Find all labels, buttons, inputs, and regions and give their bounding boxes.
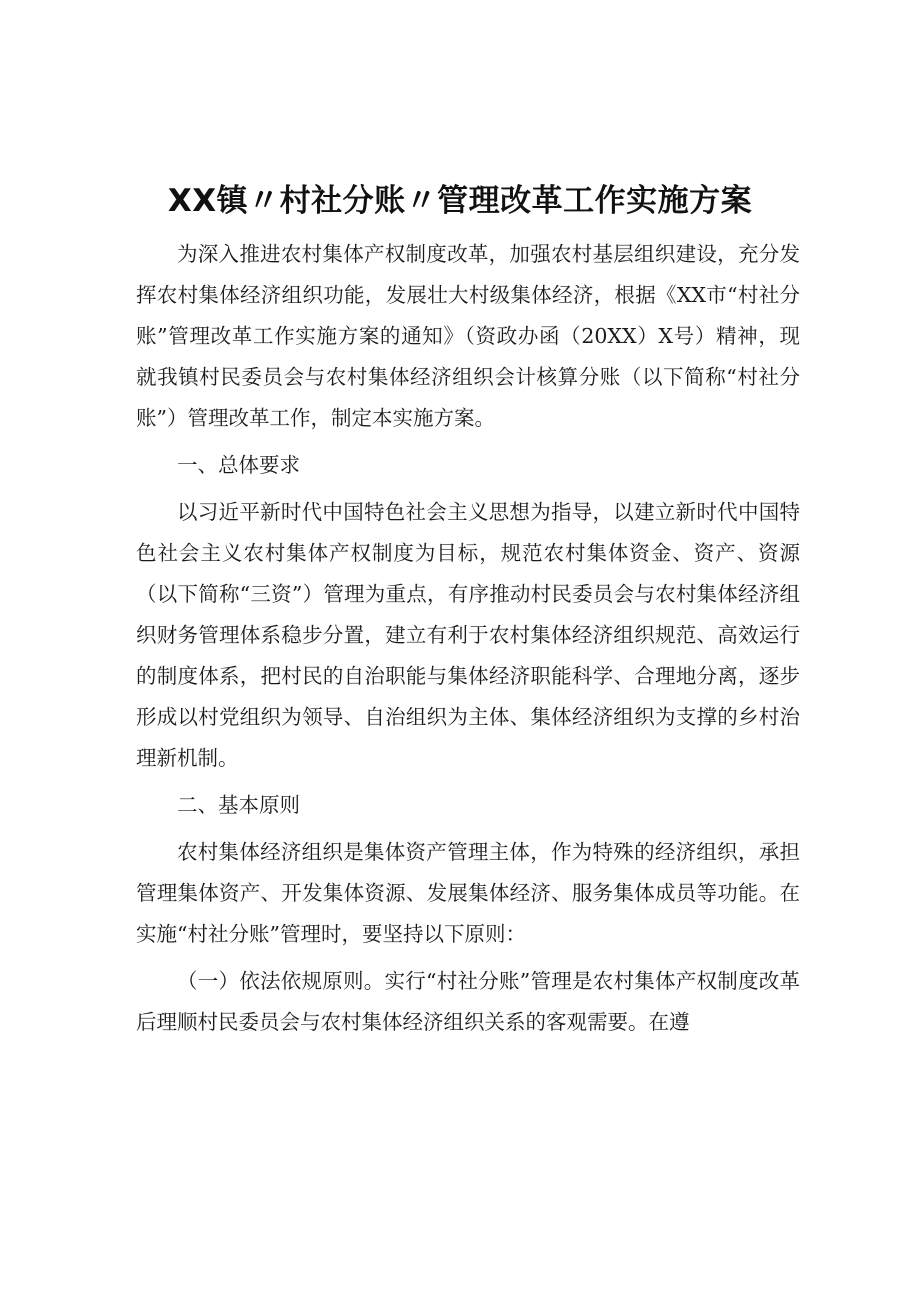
document-body xyxy=(136,210,800,1043)
intro-paragraph: 为深入推进农村集体产权制度改革，加强农村基层组织建设，充分发挥农村集体经济组织功能，发展壮大村级集体经济，根据《XX市“村社分账”管理改革工作实施方案的通知》（资政办函（20XX）X号）精神，现就我镇村民委员会与农村集体经济组织会计核算分账（以下简称“村社分账”）管理改革工作，制定本实施方案。 xyxy=(136,242,800,430)
document-title: XX镇〃村社分账〃管理改革工作实施方案 xyxy=(167,183,753,219)
basic-principles-paragraph: 农村集体经济组织是集体资产管理主体，作为特殊的经济组织，承担管理集体资产、开发集体资源、发展集体经济、服务集体成员等功能。在实施“村社分账”管理时，要坚持以下原则： xyxy=(136,840,800,946)
section-heading-general-requirements: 一、总体要求 xyxy=(177,453,300,477)
section-heading-basic-principles: 二、基本原则 xyxy=(177,793,300,817)
general-requirements-paragraph: 以习近平新时代中国特色社会主义思想为指导，以建立新时代中国特色社会主义农村集体产权制度为目标，规范农村集体资金、资产、资源（以下简称“三资”）管理为重点，有序推动村民委员会与农村集体经济组织财务管理体系稳步分置，建立有利于农村集体经济组织规范、高效运行的制度体系，把村民的自治职能与集体经济职能科学、合理地分离，逐步形成以村党组织为领导、自治组织为主体、集体经济组织为支撑的乡村治理新机制。 xyxy=(136,500,800,770)
principle-item-1: （一）依法依规原则。实行“村社分账”管理是农村集体产权制度改革后理顺村民委员会与农村集体经济组织关系的客观需要。在遵 xyxy=(136,969,800,1034)
